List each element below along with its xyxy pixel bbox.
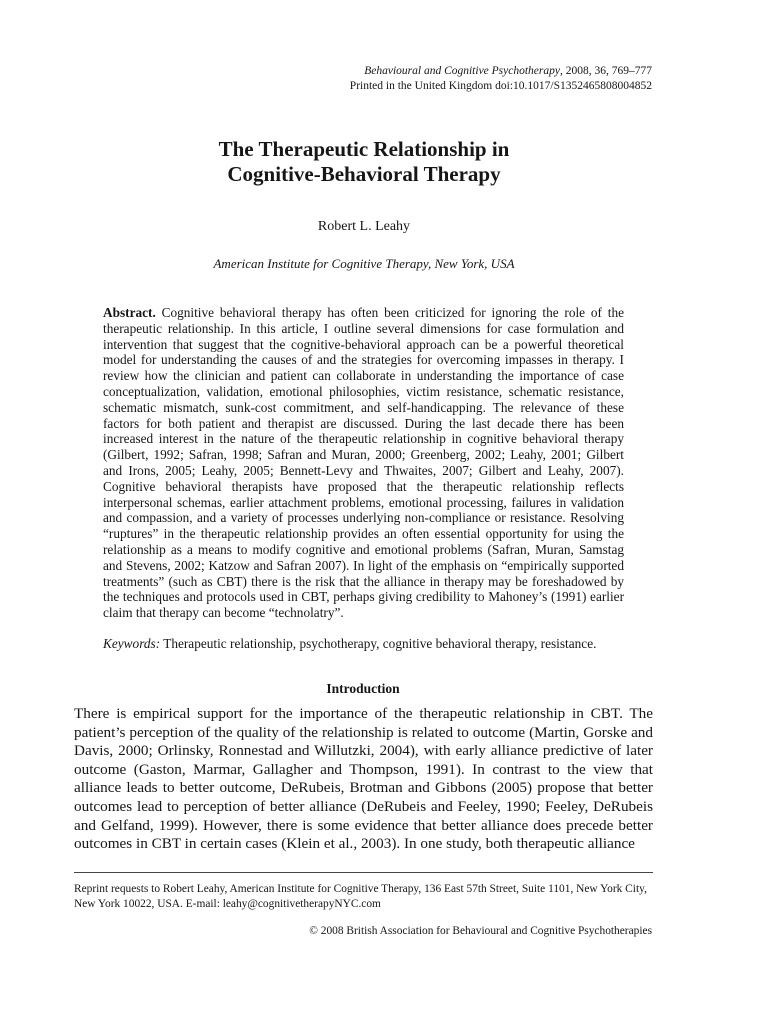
keywords-label: Keywords: xyxy=(103,636,161,651)
abstract xyxy=(103,305,624,621)
section-heading: Introduction xyxy=(326,681,400,696)
reprint-footnote: Reprint requests to Robert Leahy, American Institute for Cognitive Therapy, 136 East 57th Street, Suite 1101, New York City, New York 10022, USA. E-mail: leahy@cognitivetherapyNYC.com xyxy=(74,883,647,910)
journal-name: Behavioural and Cognitive Psychotherapy xyxy=(364,65,560,77)
journal-citation xyxy=(350,64,652,79)
print-doi: Printed in the United Kingdom doi:10.1017/S1352465808004852 xyxy=(349,80,652,92)
running-header xyxy=(350,64,652,94)
author-name: Robert L. Leahy xyxy=(317,219,411,234)
author-affiliation: American Institute for Cognitive Therapy, New York, USA xyxy=(213,256,515,271)
volume-pages: , 2008, 36, 769–777 xyxy=(560,65,652,77)
abstract-text: Cognitive behavioral therapy has often been criticized for ignoring the role of the therapeutic relationship. In this article, I outline several dimensions for case formulation and intervention that suggest that the cognitive-behavioral approach can be a powerful theoretical model for understanding the causes of and the strategies for overcoming impasses in therapy. I review how the clinician and patient can collaborate in understanding the importance of case conceptualization, validation, emotional philosophies, victim resistance, schematic resistance, schematic mismatch, sunk-cost commitment, and self-handicapping. The relevance of these factors for both patient and therapist are discussed. During the last decade there has been increased interest in the nature of the therapeutic relationship in cognitive behavioral therapy (Gilbert, 1992; Safran, 1998; Safran and Muran, 2000; Greenberg, 2002; Leahy, 2001; Gilbert and Irons, 2005; Leahy, 2005; Bennett-Levy and Thwaites, 2007; Gilbert and Leahy, 2007). Cognitive behavioral therapists have proposed that the therapeutic relationship reflects interpersonal schemas, earlier attachment problems, emotional processing, failures in validation and compassion, and a variety of processes underlying non-compliance or resistance. Resolving “ruptures” in the therapeutic relationship provides an often essential opportunity for using the relationship as a means to modify cognitive and emotional problems (Safran, Muran, Samstag and Stevens, 2002; Katzow and Safran 2007). In light of the emphasis on “empirically supported treatments” (such as CBT) there is the risk that the alliance in therapy may be foreshadowed by the techniques and protocols used in CBT, perhaps giving credibility to Mahoney’s (1991) earlier claim that therapy can become “technolatry”. xyxy=(103,305,624,621)
title-line-1: The Therapeutic Relationship in xyxy=(218,137,510,161)
abstract-label: Abstract. xyxy=(103,305,156,320)
body-paragraph: There is empirical support for the importance of the therapeutic relationship in CBT. The patient’s perception of the quality of the relationship is related to outcome (Martin, Gorske and Davis, 2000; Orlinsky, Ronnestad and Willutzki, 2004), with early alliance predictive of later outcome (Gaston, Marmar, Gallagher and Thompson, 1991). In contrast to the view that alliance leads to better outcome, DeRubeis, Brotman and Gibbons (2005) propose that better outcomes lead to perception of better alliance (DeRubeis and Feeley, 1990; Feeley, DeRubeis and Gelfand, 1999). However, there is some evidence that better alliance does precede better outcomes in CBT in certain cases (Klein et al., 2003). In one study, both therapeutic alliance xyxy=(74,705,653,853)
keywords xyxy=(103,636,624,652)
title-line-2: Cognitive-Behavioral Therapy xyxy=(227,162,501,186)
footnote-divider xyxy=(74,872,653,873)
keywords-text: Therapeutic relationship, psychotherapy, cognitive behavioral therapy, resistance. xyxy=(160,636,597,651)
paper-title xyxy=(0,137,728,187)
copyright-notice: © 2008 British Association for Behavioural and Cognitive Psychotherapies xyxy=(309,925,652,937)
